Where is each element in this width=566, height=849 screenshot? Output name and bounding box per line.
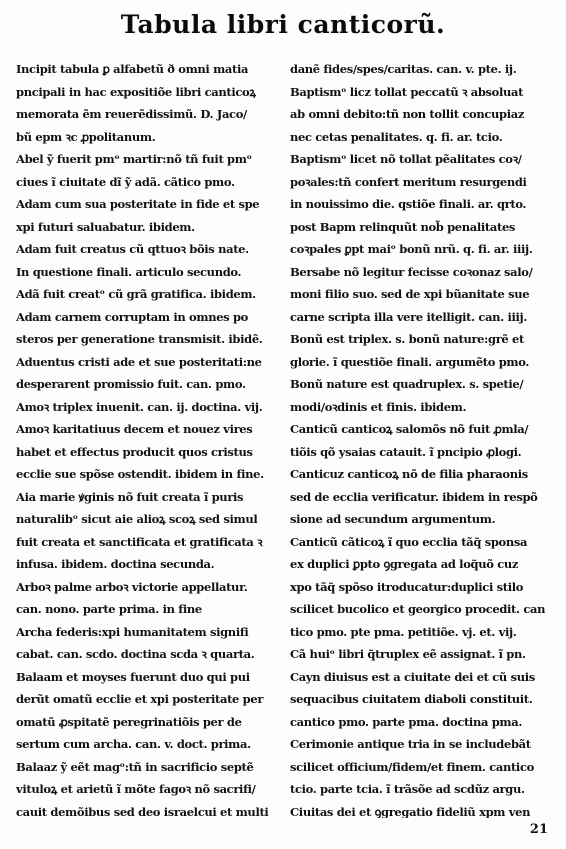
text-line: derũt omatũ ecclie et xpi posteritate per — [16, 692, 264, 706]
text-line: Cerimonie antique tria in se includebãt — [290, 737, 531, 751]
text-line: steros per generatione transmisit. ibidẽ. — [16, 332, 263, 346]
text-line: Adam carnem corruptam in omnes po — [16, 309, 248, 324]
text-line: pncipali in hac expositiõe libri canticoꝝ — [16, 84, 256, 99]
text-line: scilicet officium/fidem/et finem. cantico — [290, 759, 534, 774]
text-line: Canticuz canticoꝝ nõ de filia pharaonis — [290, 467, 528, 481]
text-line: carne scripta illa vere itelligit. can. iiij. — [290, 309, 528, 324]
text-line: poꝛales:tñ confert meritum resurgendi — [290, 174, 527, 189]
text-line: ciues ĩ ciuitate dĩ ỹ adã. cãtico pmo. — [16, 174, 235, 189]
text-line: in nouissimo die. qstiõe finali. ar. qrto. — [290, 197, 527, 211]
text-line: scilicet bucolico et georgico procedit. can — [290, 602, 546, 616]
text-line: Balaaz ỹ eẽt magᵒ:tñ in sacrificio septẽ — [16, 759, 254, 774]
text-line: sertum cum archa. can. v. doct. prima. — [16, 737, 251, 751]
page-title: Tabula libri canticorũ. — [120, 10, 446, 39]
text-line: Canticũ canticoꝝ salomõs nõ fuit ꝓmla/ — [290, 422, 529, 436]
text-line: vituloꝝ et arietũ ĩ mõte fagoꝛ nõ sacrifi/ — [16, 782, 256, 796]
text-line: Bonũ nature est quadruplex. s. spetie/ — [290, 377, 524, 391]
text-line: sequacibus ciuitatem diaboli constituit. — [290, 692, 533, 706]
text-line: xpo tãq̃ spõso itroducatur:duplici stilo — [290, 579, 524, 594]
text-line: Abel ỹ fuerit pmᵒ martir:nõ tñ fuit pmᵒ — [16, 152, 252, 166]
text-line: cauit demõibus sed deo israelcui et multi — [16, 804, 269, 818]
text-line: Adam cum sua posteritate in fide et spe — [16, 197, 260, 211]
text-line: Arboꝛ palme arboꝛ victorie appellatur. — [16, 579, 248, 594]
text-line: Amoꝛ karitatiuus decem et nouez vires — [16, 422, 253, 436]
text-line: memorata ẽm reuerẽdissimũ. D. Jaco/ — [16, 107, 247, 121]
text-line: can. nono. parte prima. in fine — [16, 602, 202, 616]
text-line: Bonũ est triplex. s. bonũ nature:grẽ et — [290, 332, 524, 346]
text-line: glorie. ĩ questiõe finali. argumẽto pmo. — [290, 354, 530, 369]
text-line: ex duplici ꝑpto ꝯgregata ad loq̃uõ cuz — [290, 557, 519, 571]
text-line: fuit creata et sanctificata et gratificata ꝛ — [16, 534, 263, 549]
text-line: naturalibᵒ sicut aie alioꝝ scoꝝ sed simul — [16, 512, 258, 526]
text-line: Adã fuit creatᵒ cũ grã gratifica. ibidem. — [16, 287, 256, 301]
text-line: Aduentus cristi ade et sue posteritati:ne — [16, 354, 262, 369]
right-column — [290, 58, 552, 818]
text-line: danẽ fides/spes/caritas. can. v. pte. ij. — [290, 62, 517, 76]
text-line: Archa federis:xpi humanitatem signifi — [16, 624, 249, 639]
text-line: sed de ecclia verificatur. ibidem in respõ — [290, 489, 538, 504]
text-line: infusa. ibidem. doctina secunda. — [16, 557, 215, 571]
text-line: coꝛpales ꝑpt maiᵒ bonũ nrũ. q. fi. ar. iiij. — [290, 242, 533, 256]
text-line: Adam fuit creatus cũ qttuoꝛ bõis nate. — [16, 242, 249, 256]
text-line: moni filio suo. sed de xpi bũanitate sue — [290, 287, 530, 301]
text-line: tiõis qõ ysaias catauit. ĩ pncipio ꝓlogi. — [290, 444, 522, 459]
text-line: Canticũ cãticoꝝ ĩ quo ecclia tãq̃ sponsa — [290, 534, 528, 549]
text-line: tcio. parte tcia. ĩ trãsõe ad scdũz argu. — [290, 782, 525, 796]
text-line: ab omni debito:tñ non tollit concupiaz — [290, 107, 525, 121]
text-line: In questione finali. articulo secundo. — [16, 264, 242, 279]
text-line: ecclie sue spõse ostendit. ibidem in fine. — [16, 467, 264, 481]
text-line: omatũ ꝓspitatẽ peregrinatiõis per de — [16, 714, 242, 729]
text-line: Baptismᵒ licet nõ tollat pẽalitates coꝛ/ — [290, 152, 522, 166]
text-line: Cayn diuisus est a ciuitate dei et cũ suis — [290, 669, 535, 684]
text-line: xpi futuri saluabatur. ibidem. — [16, 219, 195, 234]
text-line: modi/oꝛdinis et finis. ibidem. — [290, 399, 467, 414]
text-line: Aia marie ꝟginis nõ fuit creata ĩ puris — [16, 489, 244, 504]
text-line: cantico pmo. parte pma. doctina pma. — [290, 714, 522, 729]
folio-number: 21 — [529, 822, 548, 837]
text-line: habet et effectus producit quos cristus — [16, 444, 253, 459]
text-line: Incipit tabula ꝑ alfabetũ ð omni matia — [16, 62, 249, 76]
text-line: sione ad secundum argumentum. — [290, 512, 496, 526]
text-line: cabat. can. scdo. doctina scda ꝛ quarta. — [16, 647, 255, 661]
text-line: desperarent promissio fuit. can. pmo. — [16, 377, 246, 391]
text-line: tico pmo. pte pma. petitiõe. vj. et. vij. — [290, 624, 517, 639]
text-line: Ciuitas dei et ꝯgregatio fideliũ xpm ven — [290, 804, 531, 818]
text-line: Amoꝛ triplex inuenit. can. ij. doctina. vij. — [16, 399, 263, 414]
text-line: post Bapm relinquũt nob̃ penalitates — [290, 219, 516, 234]
left-column — [16, 58, 282, 818]
text-line: Balaam et moyses fuerunt duo qui pui — [16, 669, 250, 684]
text-line: bũ epm ꝛc ꝓpolitanum. — [16, 129, 156, 144]
text-line: Cã huiᵒ libri q̃truplex eẽ assignat. ĩ pn. — [290, 647, 526, 661]
text-line: nec cetas penalitates. q. fi. ar. tcio. — [290, 129, 503, 144]
text-line: Baptismᵒ licz tollat peccatũ ꝛ absoluat — [290, 84, 524, 99]
text-line: Bersabe nõ legitur fecisse coꝛonaz salo/ — [290, 264, 533, 279]
